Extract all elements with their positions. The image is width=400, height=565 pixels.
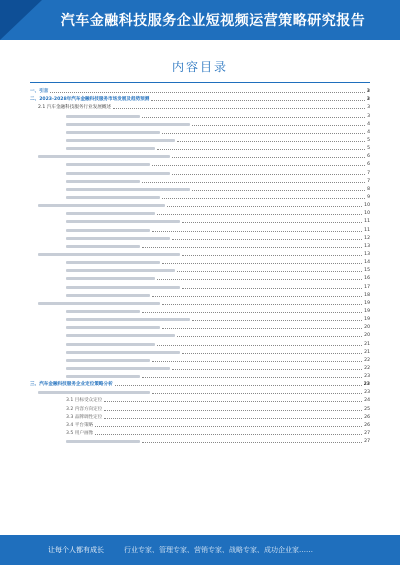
toc-entry-label xyxy=(66,180,140,183)
toc-entry[interactable] xyxy=(30,395,370,403)
toc-entry-label xyxy=(66,147,155,150)
toc-leader-dots xyxy=(167,206,362,207)
toc-entry-page: 19 xyxy=(364,317,370,323)
toc-entry[interactable] xyxy=(30,184,370,192)
toc-entry-label: 3.1 目标受众定位 xyxy=(66,398,103,404)
toc-entry-page: 15 xyxy=(364,268,370,274)
toc-leader-dots xyxy=(115,385,362,386)
toc-leader-dots xyxy=(182,222,362,223)
toc-entry-page: 18 xyxy=(364,292,370,298)
footer-experts: 行业专家、管理专家、营销专家、战略专家、成功企业家…… xyxy=(124,546,313,554)
toc-entry-label xyxy=(66,310,140,313)
toc-entry-label xyxy=(66,359,150,362)
toc-leader-dots xyxy=(142,312,362,313)
toc-leader-dots xyxy=(177,141,365,142)
toc-leader-dots xyxy=(172,369,362,370)
toc-entry[interactable] xyxy=(30,249,370,257)
toc-entry-label xyxy=(66,261,160,264)
toc-entry-label xyxy=(66,188,190,191)
toc-entry-page: 21 xyxy=(364,341,370,347)
toc-entry-label xyxy=(66,172,170,175)
header-band xyxy=(0,0,400,40)
footer-slogan: 让每个人都有成长 xyxy=(48,546,104,554)
toc-leader-dots xyxy=(192,190,365,191)
toc-entry[interactable] xyxy=(30,330,370,338)
toc-entry[interactable] xyxy=(30,224,370,232)
toc-entry[interactable] xyxy=(30,403,370,411)
toc-entry[interactable] xyxy=(30,241,370,249)
toc-entry-label: 二、2023-2028年汽车金融科技服务市场发展及趋势预测 xyxy=(30,97,150,103)
toc-leader-dots xyxy=(182,353,362,354)
toc-entry[interactable] xyxy=(30,257,370,265)
toc-entry-label xyxy=(66,318,190,321)
toc-entry[interactable] xyxy=(30,102,370,110)
toc-entry-page: 5 xyxy=(367,146,370,152)
toc-entry-label xyxy=(38,253,180,256)
toc-entry-page: 10 xyxy=(364,203,370,209)
toc-entry-label xyxy=(38,391,150,394)
toc-entry-page: 9 xyxy=(367,194,370,200)
toc-entry[interactable] xyxy=(30,192,370,200)
toc-entry-label xyxy=(66,269,175,272)
toc-entry[interactable] xyxy=(30,387,370,395)
toc-leader-dots xyxy=(172,174,365,175)
toc-entry[interactable] xyxy=(30,347,370,355)
toc-entry-page: 23 xyxy=(363,382,370,388)
toc-leader-dots xyxy=(162,328,362,329)
toc-entry[interactable] xyxy=(30,420,370,428)
toc-leader-dots xyxy=(95,434,362,435)
toc-entry[interactable] xyxy=(30,371,370,379)
toc-entry[interactable] xyxy=(30,322,370,330)
toc-leader-dots xyxy=(104,418,362,419)
toc-leader-dots xyxy=(104,410,362,411)
toc-entry-page: 7 xyxy=(367,178,370,184)
toc-leader-dots xyxy=(177,271,362,272)
toc-entry-label: 3.5 用户画像 xyxy=(66,431,94,437)
toc-entry-label xyxy=(66,351,180,354)
toc-entry[interactable] xyxy=(30,314,370,322)
toc-entry[interactable] xyxy=(30,176,370,184)
toc-entry[interactable] xyxy=(30,94,370,102)
toc-entry[interactable] xyxy=(30,412,370,420)
toc-entry-page: 20 xyxy=(364,333,370,339)
toc-entry-page: 3 xyxy=(367,113,370,119)
toc-leader-dots xyxy=(142,377,362,378)
toc-entry-label xyxy=(66,326,160,329)
toc-entry-label xyxy=(66,220,180,223)
toc-leader-dots xyxy=(157,214,362,215)
toc-entry-page: 22 xyxy=(364,357,370,363)
toc-leader-dots xyxy=(142,247,362,248)
toc-entry-label xyxy=(66,115,140,118)
toc-entry[interactable] xyxy=(30,110,370,118)
toc-entry-label: 3.4 平台策略 xyxy=(66,422,94,428)
toc-leader-dots xyxy=(142,117,365,118)
toc-entry[interactable] xyxy=(30,159,370,167)
toc-leader-dots xyxy=(162,133,365,134)
toc-entry[interactable] xyxy=(30,355,370,363)
toc-entry-label xyxy=(66,294,150,297)
toc-entry-page: 8 xyxy=(367,186,370,192)
toc-entry-label xyxy=(66,343,155,346)
toc-leader-dots xyxy=(152,393,362,394)
toc-leader-dots xyxy=(157,345,362,346)
toc-entry-page: 26 xyxy=(364,414,370,420)
toc-entry-page: 5 xyxy=(367,137,370,143)
toc-divider xyxy=(30,82,370,83)
toc-leader-dots xyxy=(50,92,364,93)
toc-leader-dots xyxy=(192,320,362,321)
toc-entry-page: 4 xyxy=(367,121,370,127)
toc-entry[interactable] xyxy=(30,208,370,216)
toc-leader-dots xyxy=(157,149,365,150)
toc-entry-page: 12 xyxy=(364,235,370,241)
toc-entry[interactable] xyxy=(30,127,370,135)
toc-entry-label: 3.2 内容方向定位 xyxy=(66,406,103,412)
toc-entry-page: 24 xyxy=(364,398,370,404)
toc-entry-label xyxy=(66,131,160,134)
toc-entry[interactable] xyxy=(30,273,370,281)
toc-entry-page: 20 xyxy=(364,325,370,331)
toc-leader-dots xyxy=(192,125,365,126)
toc-entry[interactable] xyxy=(30,200,370,208)
toc-leader-dots xyxy=(177,336,362,337)
toc-entry-label xyxy=(66,277,155,280)
toc-entry-page: 10 xyxy=(364,211,370,217)
toc-entry-page: 6 xyxy=(367,154,370,160)
table-of-contents xyxy=(30,86,370,444)
toc-entry[interactable] xyxy=(30,298,370,306)
toc-entry-label xyxy=(66,196,160,199)
toc-entry[interactable] xyxy=(30,338,370,346)
toc-entry[interactable] xyxy=(30,143,370,151)
toc-entry[interactable] xyxy=(30,119,370,127)
toc-entry-label xyxy=(66,229,150,232)
toc-entry-label xyxy=(66,163,150,166)
toc-entry-page: 3 xyxy=(366,97,370,103)
toc-entry-page: 13 xyxy=(364,243,370,249)
toc-entry-label: 3.3 品牌调性定位 xyxy=(66,414,103,420)
toc-entry[interactable] xyxy=(30,86,370,94)
toc-leader-dots xyxy=(172,157,365,158)
toc-leader-dots xyxy=(152,165,365,166)
toc-leader-dots xyxy=(152,361,362,362)
toc-entry-label xyxy=(66,375,140,378)
toc-entry-label xyxy=(66,367,170,370)
toc-leader-dots xyxy=(182,288,362,289)
toc-entry-page: 14 xyxy=(364,260,370,266)
footer-band xyxy=(0,535,400,565)
toc-leader-dots xyxy=(142,442,362,443)
toc-entry-label xyxy=(66,286,180,289)
toc-entry-label: 2.1 汽车金融科技服务行业发展概述 xyxy=(38,105,112,111)
toc-entry[interactable] xyxy=(30,151,370,159)
toc-entry-label xyxy=(66,212,155,215)
toc-entry-page: 23 xyxy=(364,374,370,380)
toc-leader-dots xyxy=(152,296,362,297)
toc-entry-label xyxy=(38,155,170,158)
toc-entry-label xyxy=(66,237,170,240)
toc-leader-dots xyxy=(113,108,365,109)
toc-entry-page: 3 xyxy=(367,105,370,111)
toc-leader-dots xyxy=(95,426,362,427)
toc-entry[interactable] xyxy=(30,379,370,387)
toc-leader-dots xyxy=(172,239,362,240)
toc-entry-label xyxy=(66,123,190,126)
toc-leader-dots xyxy=(151,100,364,101)
toc-leader-dots xyxy=(162,263,362,264)
toc-entry[interactable] xyxy=(30,363,370,371)
toc-entry[interactable] xyxy=(30,265,370,273)
report-title: 汽车金融科技服务企业短视频运营策略研究报告 xyxy=(60,13,366,29)
toc-entry-page: 17 xyxy=(364,284,370,290)
toc-entry[interactable] xyxy=(30,306,370,314)
toc-entry-page: 13 xyxy=(364,251,370,257)
toc-leader-dots xyxy=(152,231,362,232)
toc-leader-dots xyxy=(162,304,362,305)
toc-entry-page: 25 xyxy=(364,406,370,412)
toc-entry[interactable] xyxy=(30,436,370,444)
toc-entry-page: 26 xyxy=(364,422,370,428)
toc-entry[interactable] xyxy=(30,167,370,175)
toc-entry-page: 23 xyxy=(364,390,370,396)
toc-entry-page: 3 xyxy=(366,89,370,95)
toc-entry[interactable] xyxy=(30,233,370,241)
toc-entry-label xyxy=(66,245,140,248)
toc-entry-page: 22 xyxy=(364,365,370,371)
toc-entry-page: 19 xyxy=(364,308,370,314)
toc-entry-label xyxy=(66,440,140,443)
toc-entry[interactable] xyxy=(30,281,370,289)
toc-entry[interactable] xyxy=(30,290,370,298)
toc-entry-page: 27 xyxy=(364,439,370,445)
toc-entry-label xyxy=(38,302,160,305)
toc-entry-page: 27 xyxy=(364,431,370,437)
toc-entry-label xyxy=(66,334,175,337)
toc-leader-dots xyxy=(157,279,362,280)
toc-entry[interactable] xyxy=(30,216,370,224)
toc-entry-page: 16 xyxy=(364,276,370,282)
toc-entry-label xyxy=(38,204,165,207)
toc-leader-dots xyxy=(162,198,365,199)
toc-entry-label: 一、引言 xyxy=(30,89,49,95)
toc-entry-page: 21 xyxy=(364,349,370,355)
toc-entry-label xyxy=(66,139,175,142)
toc-entry-page: 11 xyxy=(364,227,370,233)
toc-entry-page: 7 xyxy=(367,170,370,176)
toc-entry-label: 三、汽车金融科技服务企业定位策略分析 xyxy=(30,382,113,388)
toc-entry[interactable] xyxy=(30,428,370,436)
toc-leader-dots xyxy=(104,401,362,402)
toc-entry[interactable] xyxy=(30,135,370,143)
toc-leader-dots xyxy=(182,255,362,256)
toc-leader-dots xyxy=(142,182,365,183)
toc-entry-page: 19 xyxy=(364,300,370,306)
toc-entry-page: 11 xyxy=(364,219,370,225)
toc-entry-page: 6 xyxy=(367,162,370,168)
toc-entry-page: 4 xyxy=(367,129,370,135)
toc-title: 内容目录 xyxy=(171,60,228,74)
